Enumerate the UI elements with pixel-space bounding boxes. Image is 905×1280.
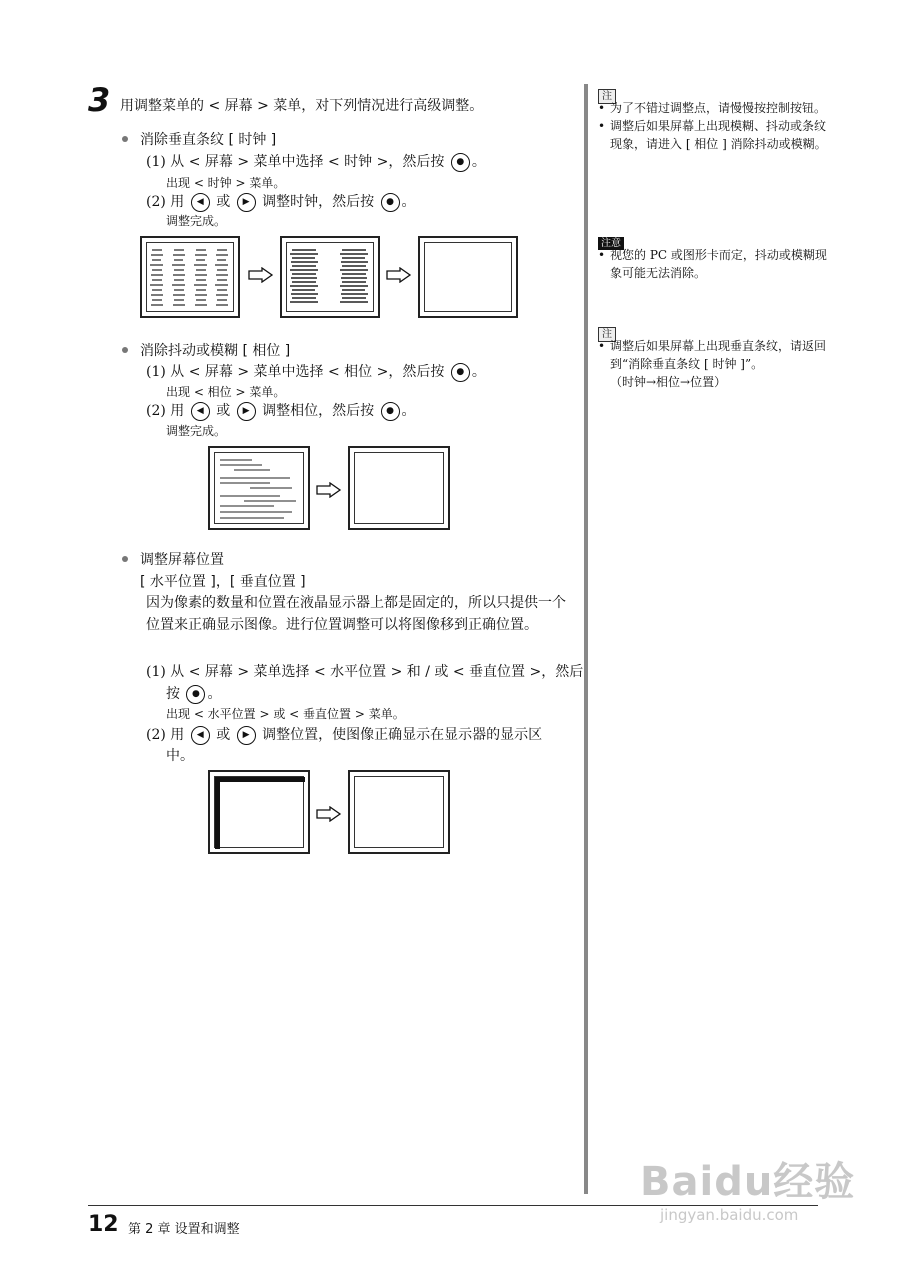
- monitor-clock-before: [140, 236, 240, 318]
- position-step2: [146, 725, 542, 745]
- phase-step2-note: 调整完成。: [166, 424, 227, 438]
- clock-step2-post: 调整时钟，然后按: [262, 194, 375, 210]
- right-button-icon: ▶: [237, 402, 256, 421]
- note-sequence: （时钟→相位→位置）: [610, 375, 727, 389]
- note-item: • 调整后如果屏幕上出现模糊、抖动或条纹现象，请进入 [ 相位 ] 消除抖动或模糊。: [598, 117, 828, 153]
- wide-stripes-graphic: [282, 238, 378, 316]
- clock-step2-pre: (2) 用: [146, 194, 185, 210]
- phase-step2-or: 或: [216, 403, 231, 419]
- note-item: • 为了不错过调整点，请慢慢按控制按钮。: [598, 99, 828, 117]
- position-step2-post: 调整位置，使图像正确显示在显示器的显示区: [262, 727, 543, 743]
- bullet-phase: [122, 347, 128, 353]
- bullet-position: [122, 556, 128, 562]
- enter-button-icon: ●: [381, 193, 400, 212]
- right-button-icon: ▶: [237, 726, 256, 745]
- monitor-position-after: [348, 770, 450, 854]
- column-divider: [584, 84, 588, 1194]
- position-subheading: [ 水平位置 ]，[ 垂直位置 ]: [140, 574, 306, 590]
- position-paragraph: 因为像素的数量和位置在液晶显示器上都是固定的，所以只提供一个位置来正确显示图像。进行位置调整可以将图像移到正确位置。: [146, 595, 566, 633]
- note-tag-label: 注: [598, 89, 616, 104]
- note-list-2: [598, 337, 828, 391]
- phase-heading: 消除抖动或模糊 [ 相位 ]: [140, 343, 291, 359]
- phase-step2-post: 调整相位，然后按: [262, 403, 375, 419]
- monitor-clock-after: [418, 236, 518, 318]
- step-number: 3: [88, 81, 111, 119]
- enter-button-icon: ●: [381, 402, 400, 421]
- clock-step2-or: 或: [216, 194, 231, 210]
- monitor-phase-after: [348, 446, 450, 530]
- position-step2-or: 或: [216, 727, 231, 743]
- caution-list: [598, 246, 828, 282]
- clock-heading: 消除垂直条纹 [ 时钟 ]: [140, 132, 277, 148]
- position-step2-line2: 中。: [166, 748, 194, 764]
- clock-step1-note: 出现 < 时钟 > 菜单。: [166, 176, 286, 190]
- offset-bar-top: [215, 777, 305, 782]
- caution-tag-label: 注意: [598, 237, 624, 250]
- left-button-icon: ◀: [191, 402, 210, 421]
- monitor-position-before: [208, 770, 310, 854]
- arrow-right-icon: [316, 482, 342, 498]
- enter-button-icon: ●: [451, 363, 470, 382]
- position-step1-note: 出现 < 水平位置 > 或 < 垂直位置 > 菜单。: [166, 707, 405, 721]
- watermark-logo: Baidu经验: [640, 1159, 856, 1205]
- offset-bar-left: [215, 777, 220, 849]
- monitor-clock-mid: [280, 236, 380, 318]
- left-button-icon: ◀: [191, 193, 210, 212]
- phase-step2-pre: (2) 用: [146, 403, 185, 419]
- position-heading: 调整屏幕位置: [140, 552, 224, 568]
- jitter-lines-graphic: [210, 448, 308, 528]
- arrow-right-icon: [386, 267, 412, 283]
- baidu-watermark: [640, 1150, 856, 1224]
- monitor-phase-before: [208, 446, 310, 530]
- arrow-right-icon: [248, 267, 274, 283]
- enter-button-icon: ●: [186, 685, 205, 704]
- right-button-icon: ▶: [237, 193, 256, 212]
- position-step1-press: 按: [166, 686, 180, 702]
- position-step1-line2: 按 ● 。: [166, 686, 222, 702]
- left-button-icon: ◀: [191, 726, 210, 745]
- clock-step2: (2) 用 ◀ 或 ▶ 调整时钟，然后按 ● 。: [146, 194, 416, 210]
- step-title: 用调整菜单的 < 屏幕 > 菜单，对下列情况进行高级调整。: [120, 98, 484, 114]
- note-list-1: [598, 99, 828, 153]
- position-step2-pre: (2) 用: [146, 727, 185, 743]
- clock-step2-note: 调整完成。: [166, 214, 227, 228]
- phase-step1: (1) 从 < 屏幕 > 菜单中选择 < 相位 >，然后按 ● 。: [146, 364, 486, 380]
- bullet-clock: [122, 136, 128, 142]
- clock-step1-text: (1) 从 < 屏幕 > 菜单中选择 < 时钟 >，然后按: [146, 154, 445, 170]
- clock-step1: (1) 从 < 屏幕 > 菜单中选择 < 时钟 >，然后按 ● 。: [146, 154, 486, 170]
- enter-button-icon: ●: [451, 153, 470, 172]
- caution-item: • 视您的 PC 或图形卡而定，抖动或模糊现象可能无法消除。: [598, 246, 828, 282]
- phase-step1-text: (1) 从 < 屏幕 > 菜单中选择 < 相位 >，然后按: [146, 364, 445, 380]
- phase-step1-note: 出现 < 相位 > 菜单。: [166, 385, 286, 399]
- page-number: 12: [88, 1212, 119, 1237]
- note-tag-label: 注: [598, 327, 616, 342]
- arrow-right-icon: [316, 806, 342, 822]
- chapter-title: 第 2 章 设置和调整: [128, 1222, 240, 1237]
- note-item: • 调整后如果屏幕上出现垂直条纹，请返回到“消除垂直条纹 [ 时钟 ]”。: [598, 337, 828, 373]
- phase-step2: (2) 用 ◀ 或 ▶ 调整相位，然后按 ● 。: [146, 403, 416, 419]
- position-step1: (1) 从 < 屏幕 > 菜单选择 < 水平位置 > 和 / 或 < 垂直位置 >，然后: [146, 664, 584, 680]
- vertical-stripes-graphic: [142, 238, 238, 316]
- watermark-url: jingyan.baidu.com: [660, 1206, 799, 1224]
